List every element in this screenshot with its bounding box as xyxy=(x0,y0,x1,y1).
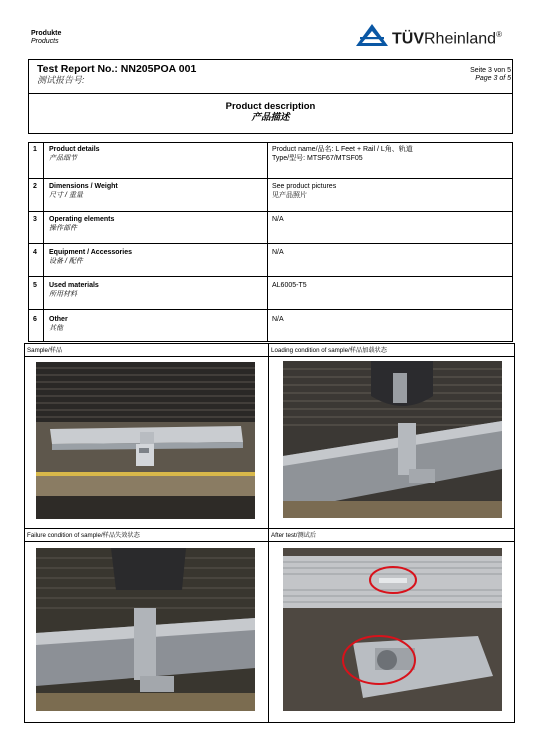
row-divider xyxy=(28,276,513,277)
photo-after xyxy=(283,548,502,711)
caption-failure: Failure condition of sample/样品失效状态 xyxy=(27,532,140,539)
row-value: AL6005-T5 xyxy=(272,282,307,289)
row-number: 1 xyxy=(33,146,37,153)
row-value: Product name/品名: L Feet + Rail / L角、轨道 xyxy=(272,146,413,153)
brand-reg: ® xyxy=(496,30,502,39)
photo-grid-divider xyxy=(24,528,515,529)
row-number: 2 xyxy=(33,183,37,190)
col-divider-num xyxy=(43,142,44,342)
photo-grid-divider xyxy=(24,356,515,357)
row-value-2: Type/型号: MTSF67/MTSF05 xyxy=(272,155,363,162)
photo-grid-divider xyxy=(24,541,515,542)
row-divider xyxy=(28,178,513,179)
report-divider xyxy=(28,93,513,94)
row-label-cn: 其他 xyxy=(49,325,63,332)
photo-grid-divider xyxy=(268,343,269,723)
row-label: Operating elements xyxy=(49,216,115,223)
brand-tuv: TÜV xyxy=(392,30,424,48)
report-title: Test Report No.: NN205POA 001 xyxy=(37,63,197,75)
row-label: Dimensions / Weight xyxy=(49,183,118,190)
caption-after: After test/测试后 xyxy=(271,532,317,539)
row-value: N/A xyxy=(272,249,284,256)
row-label: Other xyxy=(49,316,68,323)
row-label: Product details xyxy=(49,146,100,153)
row-value-2: 见产品照片 xyxy=(272,192,307,199)
row-label-cn: 所用材料 xyxy=(49,291,77,298)
brand-rheinland: Rheinland xyxy=(424,30,497,48)
page-number-de: Seite 3 von 5 xyxy=(470,67,511,74)
header-label-de: Produkte xyxy=(31,30,62,37)
col-divider-value xyxy=(267,142,268,342)
brand-name xyxy=(392,25,502,48)
header-label-en: Products xyxy=(31,38,59,45)
row-number: 5 xyxy=(33,282,37,289)
report-title-cn: 测试报告号: xyxy=(37,75,85,85)
details-table xyxy=(28,142,513,342)
row-label: Equipment / Accessories xyxy=(49,249,132,256)
row-value: See product pictures xyxy=(272,183,337,190)
page-number-en: Page 3 of 5 xyxy=(475,75,511,82)
caption-sample: Sample/样品 xyxy=(27,347,63,354)
caption-loading: Loading condition of sample/样品加载状态 xyxy=(271,347,387,354)
photo-sample xyxy=(36,362,255,519)
row-divider xyxy=(28,309,513,310)
row-label: Used materials xyxy=(49,282,99,289)
photo-loading xyxy=(283,361,502,518)
row-number: 3 xyxy=(33,216,37,223)
row-label-cn: 产品细节 xyxy=(49,155,77,162)
photo-failure xyxy=(36,548,255,711)
row-label-cn: 操作部件 xyxy=(49,225,77,232)
section-title-cn: 产品描述 xyxy=(251,112,290,123)
row-divider xyxy=(28,243,513,244)
tuv-triangle-icon xyxy=(354,22,390,48)
row-number: 4 xyxy=(33,249,37,256)
row-label-cn: 尺寸 / 重量 xyxy=(49,192,83,199)
row-value: N/A xyxy=(272,216,284,223)
row-value: N/A xyxy=(272,316,284,323)
tuv-logo xyxy=(354,22,390,53)
row-label-cn: 设备 / 配件 xyxy=(49,258,83,265)
row-number: 6 xyxy=(33,316,37,323)
row-divider xyxy=(28,211,513,212)
section-title: Product description xyxy=(225,101,316,112)
